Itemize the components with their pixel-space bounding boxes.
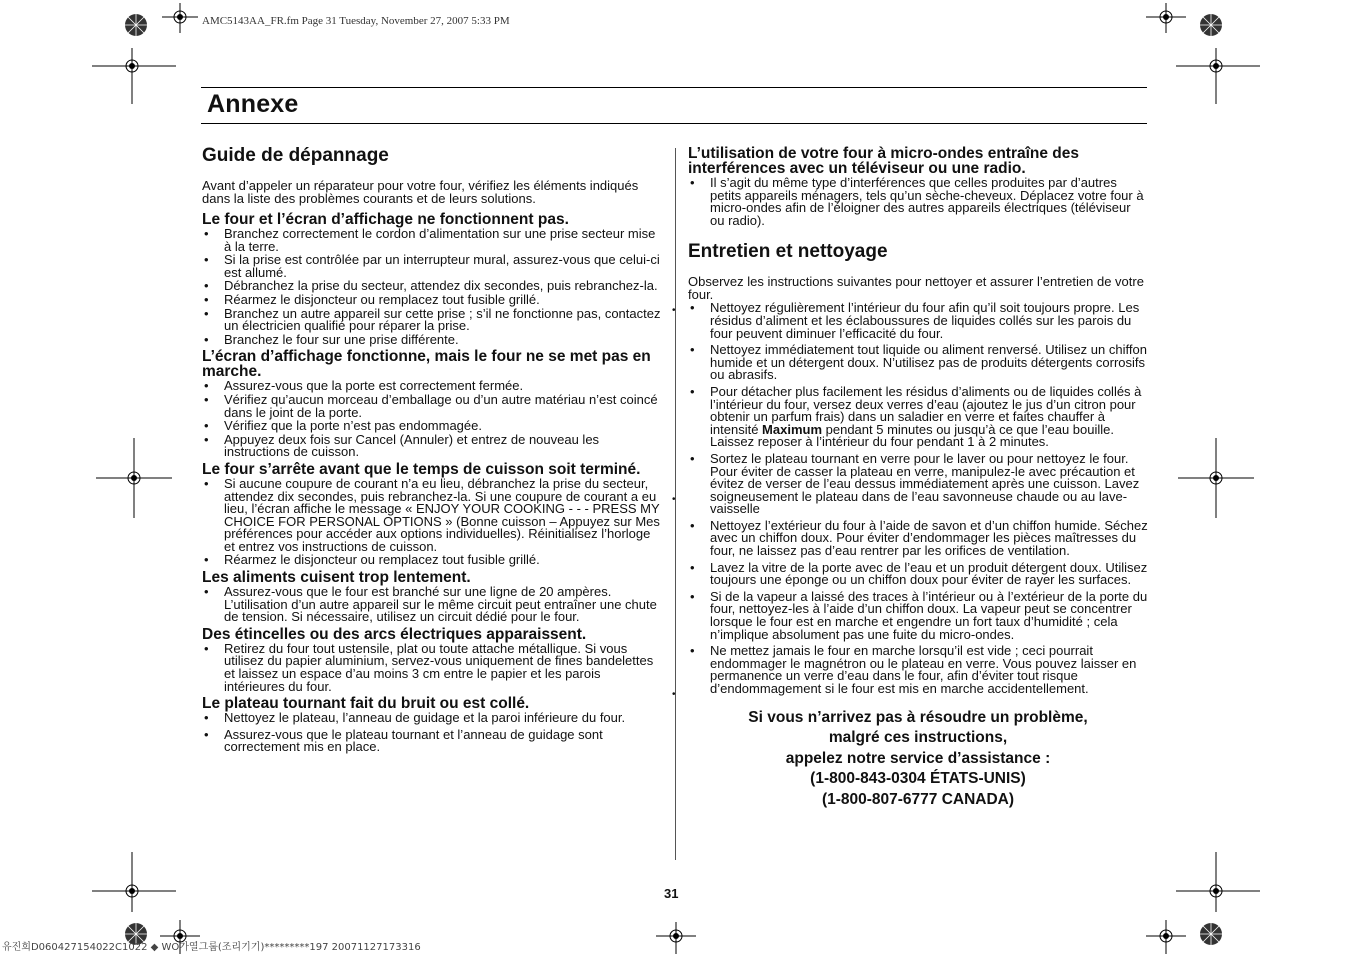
revision-dot: • [672,689,676,700]
interference-list [688,177,1148,227]
detach-text-after: pendant 5 minutes ou jusqu’à ce que l’eau bouille. Laissez reposer à l’intérieur du four pendant 1 à 2 minutes. [710,421,1115,450]
phone-us: (1-800-843-0304 ÉTATS-UNIS) [810,770,1026,788]
maximum-label: Maximum [762,421,823,437]
list-item: • Réarmez le disjoncteur ou remplacez tout fusible grillé. [202,294,662,307]
problem-heading: Des étincelles ou des arcs électriques apparaissent. [202,625,587,643]
problem-heading: Les aliments cuisent trop lentement. [202,569,471,587]
closing-line: malgré ces instructions, [828,729,1008,747]
list-item: • Vérifiez que la porte n’est pas endommagée. [202,420,662,433]
revision-dot: • [672,305,676,316]
list-item: • Débranchez la prise du secteur, attendez dix secondes, puis rebranchez-la. [202,280,662,293]
crosshair-mark-right-bottom [1176,852,1260,912]
list-item: • Sortez le plateau tournant en verre pour le laver ou pour nettoyez le four. Pour éviter de casser la plateau en verre, manipulez-le avec précaution et évitez de verser de l’eau dessus immédiatement après une cuisson. Lavez soigneusement le plateau dans de l’eau savonneuse chaude ou au lave-vaisselle [688,453,1148,516]
troubleshooting-title: Guide de dépannage [202,145,389,166]
crosshair-mark-top-right [1146,3,1186,33]
crosshair-mark-right-top [1176,48,1260,104]
maintenance-list [688,302,1148,695]
registration-mark-bottom-right [1191,914,1231,954]
list-item: • Ne mettez jamais le four en marche lorsqu’il est vide ; ceci pourrait endommager le magnétron ou le plateau en verre. Vous pouvez laisser en permanence un verre d’eau dans le four, afin d’éviter tout risque d’endommagement si le four est mis en marche accidentellement. [688,645,1148,695]
list-item: • Nettoyez immédiatement tout liquide ou aliment renversé. Utilisez un chiffon humide et un détergent doux. N’utilisez pas de produits détergents corrosifs ou abrasifs. [688,344,1148,382]
crosshair-mark-top-left [162,3,198,33]
list-item: • Nettoyez régulièrement l’intérieur du four afin qu’il soit toujours propre. Les résidus d’aliment et les éclaboussures de liquides collés sur les parois du four peuvent diminuer l’efficacité du four. [688,302,1148,340]
list-item: • Si aucune coupure de courant n’a eu lieu, débranchez la prise du secteur, attendez dix secondes, puis rebranchez-la. Si une coupure de courant a eu lieu, l’écran affiche le message « ENJOY YOUR COOKING - - - PRESS MY CHOICE FOR PERSONAL OPTIONS » (Bonne cuisson – Appuyez sur Mes préférences pour accéder aux options individuelles). Réinitialisez l’horloge et entrez vos instructions de cuisson. [202,478,662,554]
detach-text-before: Pour détacher plus facilement les résidus d’aliments ou de liquides collés à l’intérieur du four, versez deux verres d’eau (ajoutez le jus d’un citron pour obtenir un parfum frais) dans un saladier en verre et faites chauffer à intensité [710,383,1142,437]
list-item: • Lavez la vitre de la porte avec de l’eau et un produit détergent doux. Utilisez toujours une éponge ou un chiffon doux pour éviter de rayer les surfaces. [688,562,1148,587]
list-item [688,383,1148,450]
solution-list [202,228,662,346]
closing-line: appelez notre service d’assistance : [785,749,1051,767]
solution-list [202,640,662,694]
header-rule-bottom [201,123,1147,124]
interference-heading: L’utilisation de votre four à micro-ondes entraîne des interférences avec un téléviseur ou une radio. [688,145,1080,177]
file-stamp: AMC5143AA_FR.fm Page 31 Tuesday, November 27, 2007 5:33 PM [202,15,510,27]
list-item: • Assurez-vous que le plateau tournant et l’anneau de guidage sont correctement mis en place. [202,729,662,754]
crosshair-mark-bottom-right [1146,920,1186,954]
list-item: • Si de la vapeur a laissé des traces à l’intérieur ou à l’extérieur de la porte du four, nettoyez-les à l’aide d’un chiffon doux. La vapeur peut se concentrer lorsque le four est en marche et engendre un fort taux d’humidité ; cela n’implique absolument pas une fuite du micro-ondes. [688,591,1148,641]
revision-dot: • [672,494,676,505]
footer-stamp: 유진희D060427154022C1022 ◆ WO가열그룹(조리기기)*********197 20071127173316 [2,942,421,953]
troubleshooting-column [202,145,662,755]
page-title: Annexe [207,90,299,118]
troubleshooting-intro: Avant d’appeler un réparateur pour votre four, vérifiez les éléments indiqués dans la liste des problèmes courants et de leurs solutions. [202,178,639,206]
crosshair-mark-left-middle [96,438,172,518]
list-item: • Retirez du four tout ustensile, plat ou toute attache métallique. Si vous utilisez du papier aluminium, servez-vous uniquement de fines bandelettes et laissez un espace d’au moins 3 cm entre le papier et les parois intérieures du four. [202,643,662,693]
solution-list [202,712,662,754]
maintenance-title: Entretien et nettoyage [688,241,888,263]
problem-heading: Le plateau tournant fait du bruit ou est collé. [202,695,530,713]
list-item: • Réarmez le disjoncteur ou remplacez tout fusible grillé. [202,554,662,567]
phone-canada: (1-800-807-6777 CANADA) [821,790,1015,808]
list-item: • Assurez-vous que la porte est correctement fermée. [202,380,662,393]
list-item: • Assurez-vous que le four est branché sur une ligne de 20 ampères. L’utilisation d’un autre appareil sur le même circuit peut entraîner une chute de tension. Si nécessaire, utilisez un circuit dédié pour le four. [202,586,662,624]
crosshair-mark-right-middle [1178,438,1254,518]
crosshair-mark-bottom-center [656,922,696,954]
page-number: 31 [664,886,679,901]
maintenance-intro: Observez les instructions suivantes pour nettoyer et assurer l’entretien de votre four. [688,274,1144,303]
registration-mark-top-right [1191,5,1231,45]
list-item: • Il s’agit du même type d’interférences que celles produites par d’autres petits appareils ménagers, tels qu’un sèche-cheveux. Déplacez votre four à micro-ondes afin de l’éloigner des autres appareils électriques (téléviseur ou radio). [688,177,1148,227]
registration-mark-top-left [116,5,156,45]
crosshair-mark-left-top [92,48,176,104]
list-item: • Nettoyez le plateau, l’anneau de guidage et la paroi inférieure du four. [202,712,662,725]
support-contact-block [688,708,1148,811]
solution-list [202,475,662,568]
list-item: • Branchez correctement le cordon d’alimentation sur une prise secteur mise à la terre. [202,228,662,253]
solution-list [202,380,662,459]
maintenance-column [688,145,1148,810]
list-item: • Branchez un autre appareil sur cette prise ; s’il ne fonctionne pas, contactez un électricien qualifié pour réparer la prise. [202,308,662,333]
list-item: • Branchez le four sur une prise différente. [202,334,662,347]
list-item: • Vérifiez qu’aucun morceau d’emballage ou d’un autre matériau n’est coincé dans le joint de la porte. [202,394,662,419]
list-item: • Nettoyez l’extérieur du four à l’aide de savon et d’un chiffon humide. Séchez avec un chiffon doux. Pour éviter d’endommager les pièces maîtresses du four, ne laissez pas d’eau rentrer par les orifices de ventilation. [688,520,1148,558]
solution-list [202,586,662,624]
problem-heading: Le four et l’écran d’affichage ne fonctionnent pas. [202,211,569,228]
list-item: • Si la prise est contrôlée par un interrupteur mural, assurez-vous que celui-ci est allumé. [202,254,662,279]
list-item: • Appuyez deux fois sur Cancel (Annuler) et entrez de nouveau les instructions de cuisson. [202,434,662,459]
closing-line: Si vous n’arrivez pas à résoudre un problème, [748,708,1088,726]
crosshair-mark-left-bottom [92,852,176,912]
header-rule-top [201,87,1147,88]
problem-heading: Le four s’arrête avant que le temps de cuisson soit terminé. [202,460,641,478]
problem-heading: L’écran d’affichage fonctionne, mais le four ne se met pas en marche. [202,348,651,381]
